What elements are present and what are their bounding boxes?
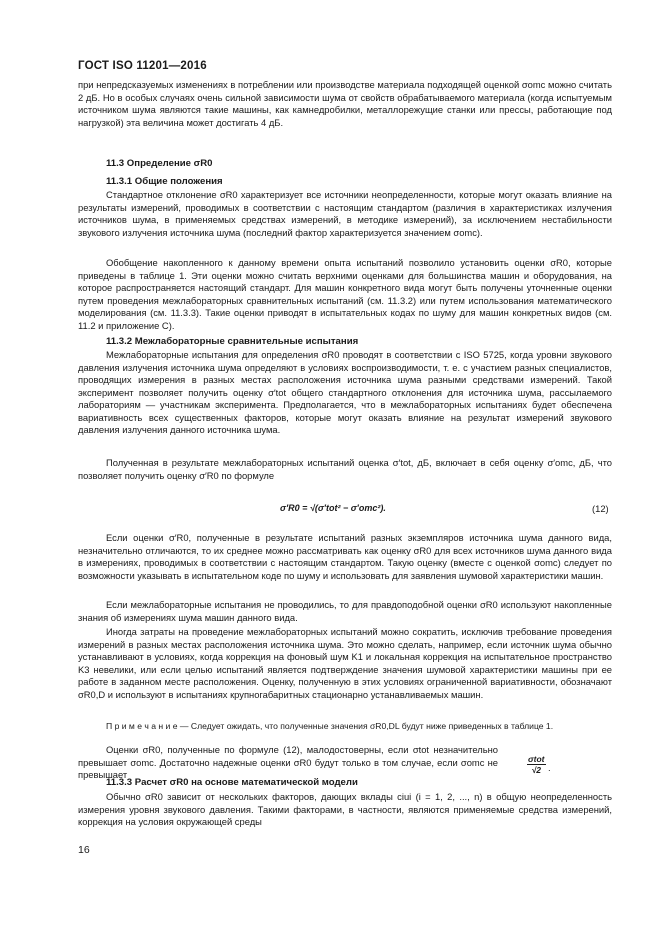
paragraph-2: Обобщение накопленного к данному времени опыта испытаний позволило установить оценки σR0, которые приведены в таблице 1. Эти оценки можно считать верхними оценками для большинства машин и оборудования, на которое распространяется настоящий стандарт. Для машин конкретного вида могут быть получены уточненные оценки путем проведения межлабораторных сравнительных испытаний (см. 11.3.2) или путем использования математического моделирования (см. 11.3.3). Такие оценки приводят в испытательных кодах по шуму для машин конкретных видов (см. 11.2 и приложение С).: [78, 257, 612, 331]
paragraph-1: Стандартное отклонение σR0 характеризует все источники неопределенности, которые могут оказать влияние на результаты измерений, проводимых в соответствии с настоящим стандартом (различия в характеристиках излучения источников шума, в применяемых средствах измерений, в методике измерений), за исключением нестабильности звукового излучения источника шума (последний фактор характеризуется значением σomc).: [78, 189, 612, 238]
section-heading-11-3-2: 11.3.2 Межлабораторные сравнительные испытания: [106, 336, 359, 347]
fraction-tail: .: [548, 762, 551, 773]
section-heading-11-3-1: 11.3.1 Общие положения: [106, 176, 223, 187]
page-number: 16: [78, 844, 90, 856]
equation-number: (12): [592, 503, 609, 514]
standard-header: ГОСТ ISO 11201—2016: [78, 60, 207, 72]
paragraph-9: Обычно σR0 зависит от нескольких факторов, дающих вклады ciui (i = 1, 2, ..., n) в общую неопределенность измерения уровня звукового давления. Такими факторами, в частности, являются применяемые средства измерений, коррекция на условия окружающей среды: [78, 791, 612, 827]
formula-12: σ′R0 = √(σ′tot² − σ′omc²).: [280, 503, 386, 513]
section-heading-11-3: 11.3 Определение σR0: [106, 158, 213, 169]
note: П р и м е ч а н и е — Следует ожидать, что полученные значения σR0,DL будут ниже приведенных в таблице 1.: [106, 721, 554, 731]
fraction-denominator: √2: [531, 765, 541, 775]
section-heading-11-3-3: 11.3.3 Расчет σR0 на основе математической модели: [106, 777, 358, 788]
fraction-sigma-tot-over-sqrt2: [527, 754, 546, 775]
paragraph-4: Полученная в результате межлабораторных испытаний оценка σ′tot, дБ, включает в себя оценку σ′omc, дБ, что позволяет получить оценку σ′R0 по формуле: [78, 457, 612, 481]
paragraph-8: Оценки σR0, полученные по формуле (12), малодостоверны, если σtot незначительно превышает σomc. Достаточно надежные оценки σR0 будут только в том случае, если σomc не превышает: [78, 744, 498, 780]
paragraph-7: Иногда затраты на проведение межлабораторных испытаний можно сократить, исключив требование проведения измерений в разных местах расположения источника шума. Это можно сделать, например, если источник шума обычно устанавливают в условиях, когда коррекция на фоновый шум K1 и локальная коррекция на испытательное пространство K3 невелики, или если целью испытаний является подтверждение значения шумовой характеристики машины при ее работе в заданном месте расположения. Оценку, полученную в этих условиях ограниченной вариативности, обозначают σR0,D и используют в испытаниях крупногабаритных стационарно устанавливаемых машин.: [78, 626, 612, 700]
intro-paragraph: при непредсказуемых изменениях в потреблении или производстве материала подходящей оценкой σomc можно считать 2 дБ. Но в особых случаях очень сильной зависимости шума от свойств обрабатываемого материала (когда испытуемым источником шума являются такие машины, как камнедробилки, металлорежущие станки или прессы, работающие под нагрузкой) эта величина может достигать 4 дБ.: [78, 79, 612, 128]
paragraph-5: Если оценки σ′R0, полученные в результате испытаний разных экземпляров источника шума данного вида, незначительно отличаются, то их среднее можно рассматривать как оценку σR0 для всех источников шума данного вида в измерениях, проводимых в соответствии с настоящим стандартом. Такую оценку (вместе с оценкой σomc) следует по возможности указывать в испытательном коде по шуму и использовать для заявления шумовой характеристики машин.: [78, 532, 612, 581]
fraction-numerator: σtot: [528, 754, 545, 764]
paragraph-6: Если межлабораторные испытания не проводились, то для правдоподобной оценки σR0 используют накопленные знания об измерениях шума машин данного вида.: [78, 599, 612, 623]
paragraph-3: Межлабораторные испытания для определения σR0 проводят в соответствии с ISO 5725, когда уровни звукового давления излучения источника шума определяют в условиях воспроизводимости, т. е. с участием разных специалистов, проводящих измерения в разных местах расположения источника шума разными средствами измерений. Такой эксперимент позволяет получить оценку σ′tot общего стандартного отклонения для источника шума, рассылаемого лабораториям — участникам эксперимента. Предполагается, что в межлабораторных испытаниях будет обеспечена вариативность всех существенных факторов, которые могут оказать влияние на результат измерений звукового давления излучения данного источника шума.: [78, 349, 612, 435]
